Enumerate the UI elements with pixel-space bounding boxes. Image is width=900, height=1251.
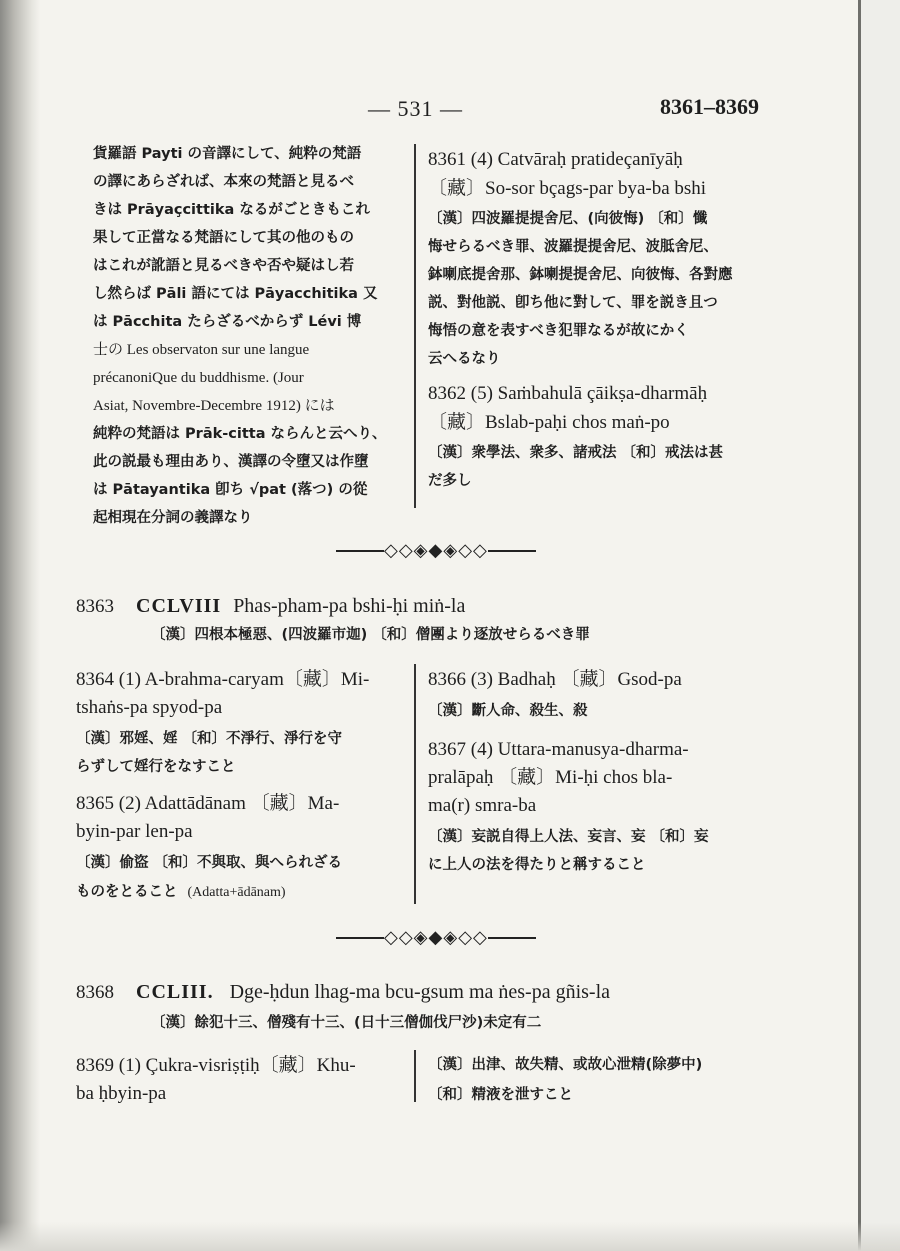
note-line: 此の説最も理由あり、漢譯の令墮又は作墮	[93, 454, 369, 470]
gloss-line: 〔漢〕斷人命、殺生、殺	[428, 703, 588, 719]
section-ornament: ◇◇◈◆◈◇◇	[336, 927, 536, 948]
entry-heading: 8362 (5) Saṁbahulā çāikṣa-dharmāḥ	[428, 383, 708, 404]
note-line: はこれが訛語と見るべきや否や疑はし若	[93, 258, 354, 274]
note-line: の譯にあらざれば、本來の梵語と見るべ	[93, 174, 354, 190]
etymology: (Adatta+ādānam)	[187, 885, 286, 900]
note-line: 起相現在分詞の義譯なり	[93, 510, 253, 526]
section-roman: CCLIII.	[136, 981, 214, 1003]
gloss-line: 〔漢〕偷盜 〔和〕不與取、與へられざる	[76, 855, 343, 871]
gloss-line: 〔漢〕出津、故失精、或故心泄精(除夢中)	[428, 1057, 703, 1073]
section-ornament: ◇◇◈◆◈◇◇	[336, 540, 536, 561]
gloss-line: 〔漢〕邪婬、婬 〔和〕不淨行、淨行を守	[76, 731, 343, 747]
entry-heading: 8366 (3) Badhaḥ 〔藏〕Gsod-pa	[428, 669, 682, 690]
column-divider	[414, 144, 416, 508]
section-title: Phas-pham-pa bshi-ḥi miṅ-la	[233, 595, 466, 617]
note-line: 貨羅語 Payti の音譯にして、純粋の梵語	[93, 146, 362, 162]
entry-heading: 8367 (4) Uttara-manusya-dharma-	[428, 739, 689, 760]
gloss-line: 〔漢〕妄説自得上人法、妄言、妄 〔和〕妄	[428, 829, 709, 845]
tibetan-line: byin-par len-pa	[76, 821, 193, 842]
tibetan-line: 〔藏〕Bslab-paḥi chos maṅ-po	[428, 412, 670, 433]
note-line: précanoniQue du buddhisme. (Jour	[93, 370, 304, 386]
entry-heading: 8364 (1) A-brahma-caryam〔藏〕Mi-	[76, 669, 370, 690]
scan-bottom-band	[0, 1222, 900, 1251]
entry-heading: 8369 (1) Çukra-visriṣṭiḥ〔藏〕Khu-	[76, 1055, 356, 1076]
tibetan-line: 〔藏〕So-sor bçags-par bya-ba bshi	[428, 178, 707, 199]
section-number: 8363	[76, 596, 114, 617]
tibetan-line: ba ḥbyin-pa	[76, 1083, 167, 1104]
gloss-line: 〔和〕精液を泄すこと	[428, 1087, 573, 1103]
entry-heading: 8365 (2) Adattādānam 〔藏〕Ma-	[76, 793, 340, 814]
note-line: 果して正當なる梵語にして其の他のもの	[93, 230, 354, 246]
entry-range: 8361–8369	[660, 94, 759, 119]
gloss-line: 〔漢〕四波羅提提舍尼、(向彼悔) 〔和〕懺	[428, 211, 708, 227]
gloss-line: 説、對他説、卽ち他に對して、罪を説き且つ	[428, 295, 718, 311]
note-line: Asiat, Novembre-Decembre 1912) には	[93, 398, 335, 414]
gloss-line: に上人の法を得たりと稱すること	[428, 857, 646, 873]
note-line: し然らば Pāli 語にては Pāyacchitika 又	[93, 286, 378, 302]
note-line: きは Prāyaçcittika なるがごときもこれ	[93, 202, 370, 218]
gloss-line: らずして婬行をなすこと	[76, 759, 236, 775]
entry-heading-cont: pralāpaḥ 〔藏〕Mi-ḥi chos bla-	[428, 767, 673, 788]
section-number: 8368	[76, 982, 114, 1003]
note-line: 純粋の梵語は Prāk-citta ならんと云へり、	[93, 426, 387, 442]
section-title: Dge-ḥdun lhag-ma bcu-gsum ma ṅes-pa gñis-la	[229, 981, 611, 1003]
note-line: は Pācchita たらざるべからず Lévi 博	[93, 314, 362, 330]
section-subtitle: 〔漢〕四根本極惡、(四波羅市迦) 〔和〕僧團より逐放せらるべき罪	[151, 627, 590, 643]
gloss-line: 云へるなり	[428, 351, 501, 367]
gloss-line: ものをとること	[76, 884, 178, 900]
tibetan-line: tshaṅs-pa spyod-pa	[76, 697, 223, 718]
column-divider	[414, 664, 416, 904]
gloss-line: だ多し	[428, 473, 472, 489]
entry-heading: 8361 (4) Catvāraḥ pratideçanīyāḥ	[428, 149, 683, 170]
section-roman: CCLVIII	[136, 595, 222, 617]
note-line: 士の Les observaton sur une langue	[93, 342, 310, 358]
note-line: は Pātayantika 卽ち √pat (落つ) の從	[93, 482, 368, 498]
tibetan-line: ma(r) smra-ba	[428, 795, 537, 816]
gloss-line: 悔悟の意を表すべき犯罪なるが故にかく	[428, 323, 689, 339]
page-number: — 531 —	[368, 96, 463, 121]
section-subtitle: 〔漢〕餘犯十三、僧殘有十三、(日十三僧伽伐尸沙)未定有二	[151, 1015, 542, 1031]
gloss-line: 悔せらるべき罪、波羅提提舍尼、波胝舍尼、	[428, 239, 718, 255]
scan-margin	[861, 0, 900, 1251]
gloss-line: 鉢喇底提舍那、鉢喇提提舍尼、向彼悔、各對應	[428, 267, 733, 283]
scan-binding-shadow	[0, 0, 40, 1251]
column-divider	[414, 1050, 416, 1102]
gloss-line: 〔漢〕衆學法、衆多、諸戒法 〔和〕戒法は甚	[428, 445, 724, 461]
